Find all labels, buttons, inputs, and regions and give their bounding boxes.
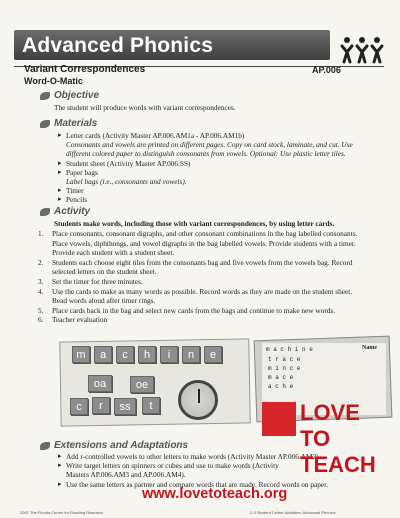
activity-step: 1. Place consonants, consonant digraphs, and other consonant combinations in the bag labelled consonants. Place vowels, diphthongs, and vowel digraphs in the bag labelled vowels. Provide students with a timer. Provide each student with a student sheet.: [38, 229, 358, 258]
extension-item: ▸ Use the same letters as partner and compare words that are made. Record words on paper.: [66, 480, 366, 489]
sheet-line: a c h e: [268, 383, 294, 390]
activity-code: AP.006: [312, 65, 341, 75]
activity-name: Word-O-Matic: [24, 76, 83, 86]
material-item: ▸ Timer: [66, 186, 84, 195]
watermark-line3: TEACH: [300, 452, 376, 477]
activity-heading: Activity: [40, 206, 90, 217]
letter-tile: n: [182, 346, 200, 363]
activity-steps: [38, 229, 358, 325]
leaf-icon: [40, 442, 50, 450]
letter-tile: m: [72, 346, 90, 363]
vowel-tile: oe: [130, 376, 154, 393]
footer-copyright: 2007 The Florida Center for Reading Research: [20, 510, 104, 515]
vowel-tile: oa: [88, 375, 112, 392]
material-item: ▸ Pencils: [66, 195, 87, 204]
activity-intro: Students make words, including those with variant correspondences, by using letter cards.: [54, 219, 335, 228]
letter-tile: e: [204, 346, 222, 363]
objective-heading: Objective: [40, 90, 99, 101]
watermark-logo-box: [262, 402, 296, 436]
watermark-url[interactable]: www.lovetoteach.org: [142, 486, 288, 502]
leaf-icon: [40, 120, 50, 128]
extension-item: ▸ Write target letters on spinners or cubes and use to make words (Activity Masters AP.006.AM3 and AP.006.AM4).: [66, 461, 286, 479]
activity-step: 5. Place cards back in the bag and select new cards from the bags and continue to make new words.: [38, 305, 336, 315]
activity-step: 6. Teacher evaluation: [38, 315, 108, 325]
timer-icon: [178, 380, 218, 420]
material-item: ▸ Letter cards (Activity Master AP.006.AM1a - AP.006.AM1b): [66, 131, 244, 140]
watermark-line1: LOVE: [300, 400, 360, 425]
letter-tile: i: [160, 346, 178, 363]
sheet-line: t r a c e: [268, 356, 301, 363]
sheet-line: m i n c e: [268, 365, 301, 372]
sheet-line: m a c h i n e: [266, 346, 313, 353]
leaf-icon: [40, 208, 50, 216]
material-item: ▸ Paper bags: [66, 168, 98, 177]
letter-card-note: Consonants and vowels are printed on different pages. Copy on card stock, laminate, and cut. Use different colored paper to distinguish consonants from vowels. Optional: Use plastic letter tiles.: [66, 140, 353, 159]
page-title: Advanced Phonics: [22, 34, 214, 57]
footer-right: 2-3 Student Center Activities: Advanced Phonics: [250, 510, 336, 515]
consonant-tile: r: [92, 397, 110, 414]
consonant-tile: ss: [114, 398, 136, 415]
extensions-heading: Extensions and Adaptations: [40, 440, 188, 451]
sheet-line: m a c e: [268, 374, 294, 381]
people-logo-icon: [340, 36, 384, 64]
material-item: ▸ Student sheet (Activity Master AP.006.SS): [66, 159, 190, 168]
sheet-title: Name: [362, 345, 377, 351]
watermark-line2: TO: [300, 426, 331, 451]
leaf-icon: [40, 92, 50, 100]
paper-bag-note: Label bags (i.e., consonants and vowels).: [66, 177, 187, 186]
letter-tile: a: [94, 346, 112, 363]
page-subtitle: Variant Correspondences: [24, 64, 146, 75]
materials-heading: Materials: [40, 118, 97, 129]
activity-step: 3. Set the timer for three minutes.: [38, 276, 143, 286]
activity-step: 2. Students each choose eight tiles from the consonants bag and five vowels from the vowels bag. Record selected letters on the student sheet.: [38, 257, 353, 277]
objective-text: The student will produce words with variant correspondences.: [54, 103, 236, 112]
letter-tile: h: [138, 346, 156, 363]
letter-tile: c: [116, 346, 134, 363]
consonant-tile: c: [70, 398, 88, 415]
consonant-tile: t: [142, 397, 160, 414]
extension-item: ▸ Add r-controlled vowels to other letters to make words (Activity Master AP.006.AM2).: [66, 452, 326, 461]
activity-step: 4. Use the cards to make as many words as possible. Record words as they are made on the student sheet. Read words aloud after timer rings.: [38, 286, 353, 306]
